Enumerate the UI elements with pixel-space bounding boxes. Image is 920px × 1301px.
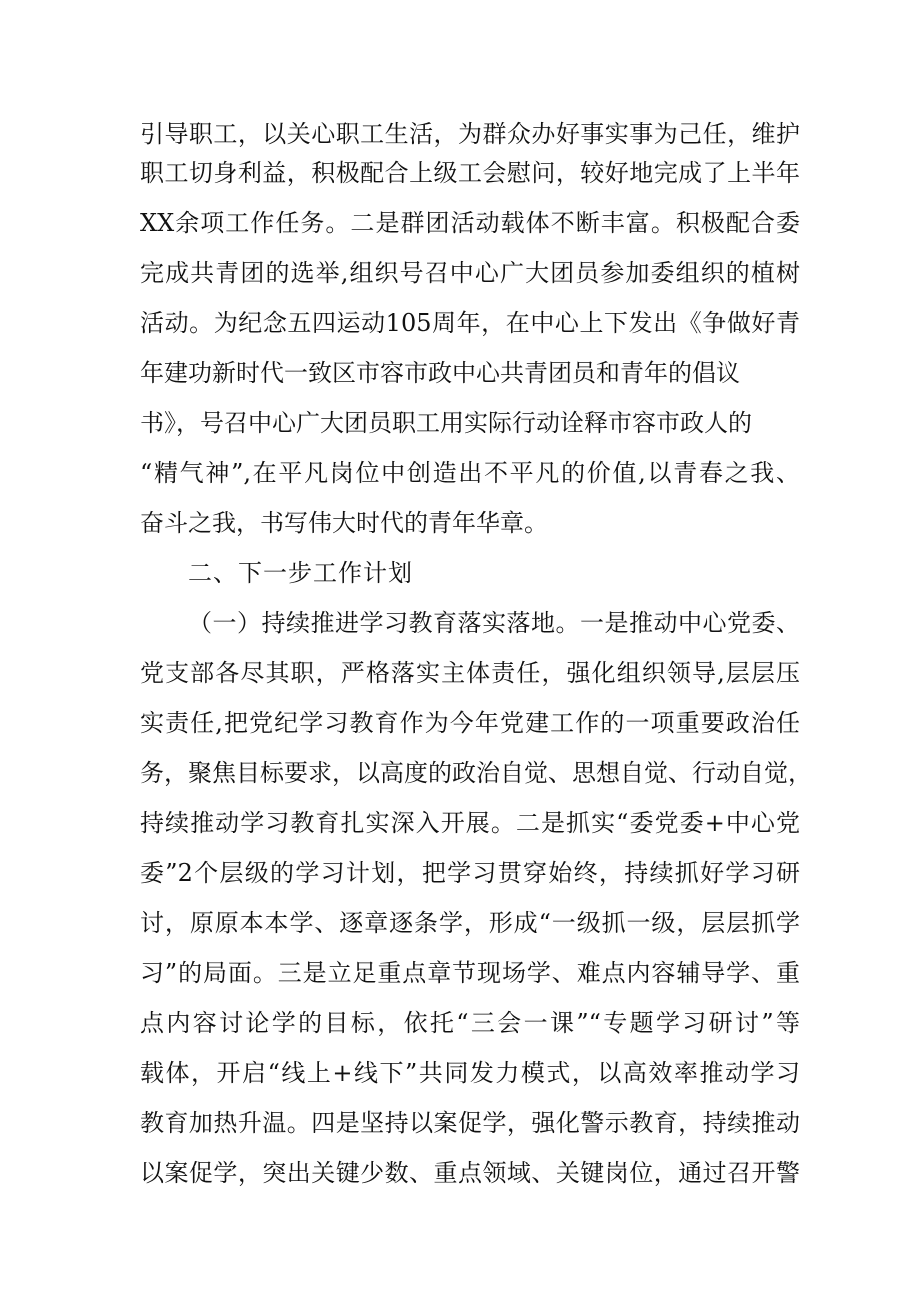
paragraph-1-line-1: 引导职工，以关心职工生活，为群众办好事实事为己任，维护: [140, 120, 800, 148]
section-heading: 二、下一步工作计划: [188, 559, 413, 587]
paragraph-1-line-4: 完成共青团的选举,组织号召中心广大团员参加委组织的植树: [140, 259, 800, 287]
paragraph-1-line-3: XX余项工作任务。二是群团活动载体不断丰富。积极配合委: [140, 209, 800, 237]
paragraph-2-line-3: 实责任,把党纪学习教育作为今年党建工作的一项重要政治任: [140, 709, 800, 737]
paragraph-2-line-10: 载体，开启“线上+线下”共同发力模式，以高效率推动学习: [140, 1059, 800, 1087]
paragraph-1-line-9: 奋斗之我，书写伟大时代的青年华章。: [140, 509, 548, 537]
paragraph-2-line-6: 委”2个层级的学习计划，把学习贯穿始终，持续抓好学习研: [140, 859, 800, 887]
paragraph-1-line-7: 书》，号召中心广大团员职工用实际行动诠释市容市政人的: [140, 409, 752, 437]
paragraph-2-line-4: 务，聚焦目标要求，以高度的政治自觉、思想自觉、行动自觉，: [140, 759, 812, 787]
paragraph-2-line-2: 党支部各尽其职，严格落实主体责任，强化组织领导,层层压: [140, 659, 800, 687]
paragraph-2-line-9: 点内容讨论学的目标，依托“三会一课”“专题学习研讨”等: [140, 1009, 800, 1037]
paragraph-1-line-2: 职工切身利益，积极配合上级工会慰问，较好地完成了上半年: [140, 159, 800, 187]
paragraph-2-line-12: 以案促学，突出关键少数、重点领域、关键岗位，通过召开警: [140, 1159, 800, 1187]
paragraph-2-line-5: 持续推动学习教育扎实深入开展。二是抓实“委党委+中心党: [140, 809, 800, 837]
paragraph-1-line-5: 活动。为纪念五四运动105周年，在中心上下发出《争做好青: [140, 309, 800, 337]
paragraph-1-line-8: “精气神”,在平凡岗位中创造出不平凡的价值,以青春之我、: [140, 459, 800, 487]
paragraph-2-line-7: 讨，原原本本学、逐章逐条学，形成“一级抓一级，层层抓学: [140, 909, 800, 937]
paragraph-2-line-8: 习”的局面。三是立足重点章节现场学、难点内容辅导学、重: [140, 959, 800, 987]
paragraph-1-line-6: 年建功新时代一致区市容市政中心共青团员和青年的倡议: [140, 359, 740, 387]
paragraph-2-line-1: （一）持续推进学习教育落实落地。一是推动中心党委、: [188, 609, 800, 637]
paragraph-2-line-11: 教育加热升温。四是坚持以案促学，强化警示教育，持续推动: [140, 1109, 800, 1137]
